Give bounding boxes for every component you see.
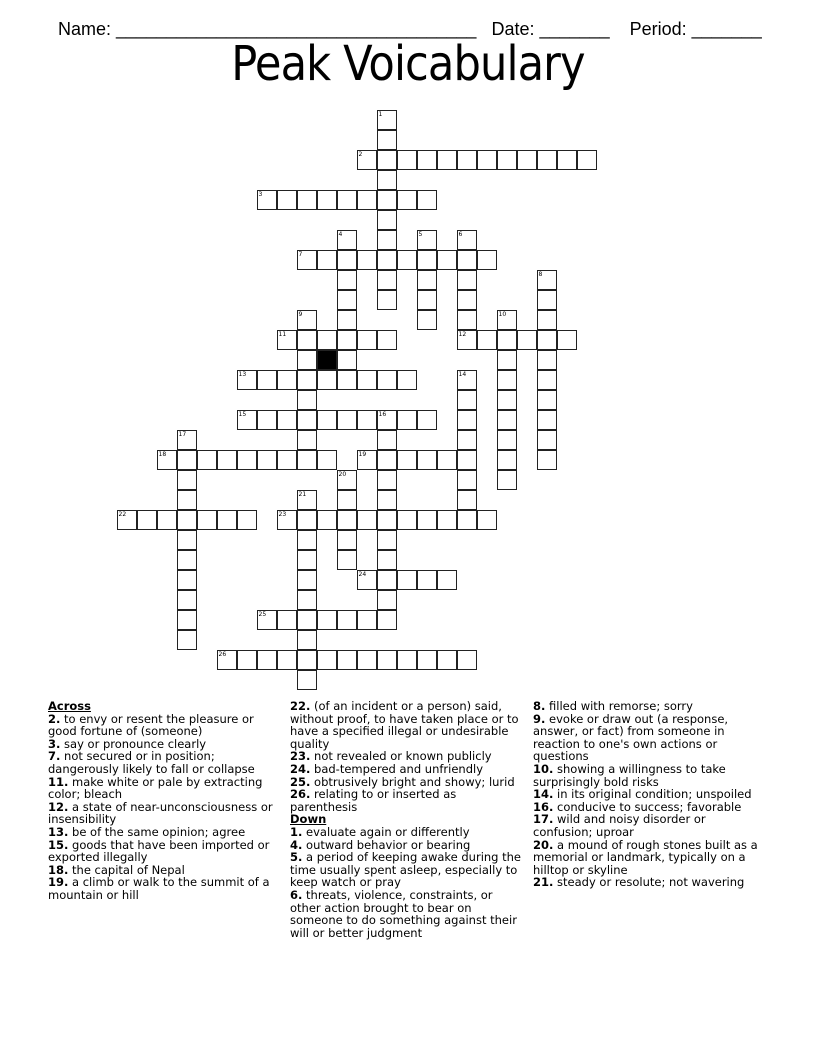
grid-cell[interactable] xyxy=(377,650,397,670)
clue-item: 23. not revealed or known publicly xyxy=(290,749,492,764)
grid-cell[interactable] xyxy=(457,230,477,250)
clue-number-label: 15. xyxy=(48,837,69,852)
clue-number-label: 26. xyxy=(290,787,311,802)
grid-cell[interactable] xyxy=(497,470,517,490)
clue-item: 14. in its original condition; unspoiled xyxy=(533,787,752,802)
grid-cell[interactable] xyxy=(177,450,197,470)
grid-cell[interactable] xyxy=(557,150,577,170)
grid-cell[interactable] xyxy=(477,250,497,270)
clue-number-label: 11. xyxy=(48,774,69,789)
grid-cell[interactable] xyxy=(297,510,317,530)
grid-cell[interactable] xyxy=(297,410,317,430)
grid-cell[interactable] xyxy=(297,190,317,210)
grid-cell[interactable] xyxy=(297,530,317,550)
grid-cell[interactable] xyxy=(357,370,377,390)
grid-cell[interactable] xyxy=(337,550,357,570)
grid-cell[interactable] xyxy=(237,650,257,670)
grid-cell[interactable] xyxy=(277,610,297,630)
name-label: Name: xyxy=(58,19,112,39)
clue-number-label: 17. xyxy=(533,812,554,827)
grid-cell[interactable] xyxy=(497,450,517,470)
grid-cell[interactable] xyxy=(477,330,497,350)
grid-cell[interactable] xyxy=(397,510,417,530)
clue-number-label: 20. xyxy=(533,837,554,852)
clue-number: 17 xyxy=(178,430,187,438)
grid-cell[interactable] xyxy=(157,450,177,470)
clue-number: 3 xyxy=(258,190,263,198)
grid-cell[interactable] xyxy=(137,510,157,530)
grid-cell[interactable] xyxy=(417,250,437,270)
grid-cell[interactable] xyxy=(297,430,317,450)
grid-cell[interactable] xyxy=(457,330,477,350)
clue-number-label: 5. xyxy=(290,850,303,865)
grid-cell[interactable] xyxy=(237,450,257,470)
grid-cell[interactable] xyxy=(417,290,437,310)
grid-cell[interactable] xyxy=(377,110,397,130)
grid-cell[interactable] xyxy=(257,370,277,390)
grid-cell[interactable] xyxy=(337,190,357,210)
clue-number-label: 3. xyxy=(48,736,61,751)
clues-column-2 xyxy=(290,700,526,939)
clue-item: 20. a mound of rough stones built as a memorial or landmark, typically on a hilltop or skyline xyxy=(533,837,758,877)
clue-number: 20 xyxy=(338,470,347,478)
clue-number-label: 25. xyxy=(290,774,311,789)
grid-cell[interactable] xyxy=(337,330,357,350)
grid-cell[interactable] xyxy=(257,450,277,470)
grid-cell[interactable] xyxy=(297,610,317,630)
across-heading: Across xyxy=(48,699,91,713)
clue-number-label: 22. xyxy=(290,699,311,713)
grid-cell[interactable] xyxy=(517,150,537,170)
grid-cell[interactable] xyxy=(297,550,317,570)
grid-cell[interactable] xyxy=(537,410,557,430)
grid-cell[interactable] xyxy=(537,310,557,330)
clue-item: 3. say or pronounce clearly xyxy=(48,736,207,751)
grid-cell[interactable] xyxy=(177,490,197,510)
grid-cell[interactable] xyxy=(457,490,477,510)
grid-cell[interactable] xyxy=(537,370,557,390)
clue-number: 5 xyxy=(418,230,423,238)
grid-cell[interactable] xyxy=(177,510,197,530)
grid-cell[interactable] xyxy=(457,430,477,450)
period-label: Period: xyxy=(629,19,687,39)
grid-cell[interactable] xyxy=(537,390,557,410)
grid-cell[interactable] xyxy=(417,650,437,670)
grid-cell[interactable] xyxy=(197,450,217,470)
grid-cell[interactable] xyxy=(497,310,517,330)
grid-cell[interactable] xyxy=(497,430,517,450)
grid-cell[interactable] xyxy=(357,650,377,670)
grid-cell[interactable] xyxy=(357,610,377,630)
grid-cell[interactable] xyxy=(537,150,557,170)
grid-cell[interactable] xyxy=(557,330,577,350)
grid-cell[interactable] xyxy=(337,370,357,390)
grid-cell[interactable] xyxy=(297,310,317,330)
grid-cell[interactable] xyxy=(377,230,397,250)
grid-cell[interactable] xyxy=(217,510,237,530)
clue-item: 5. a period of keeping awake during the time usually spent asleep, especially to keep watch or pray xyxy=(290,850,522,890)
grid-cell[interactable] xyxy=(537,330,557,350)
grid-cell[interactable] xyxy=(437,450,457,470)
clue-number-label: 24. xyxy=(290,761,311,776)
grid-cell[interactable] xyxy=(457,650,477,670)
clue-number: 22 xyxy=(118,510,127,518)
clue-number: 1 xyxy=(378,110,383,118)
grid-cell[interactable] xyxy=(457,310,477,330)
grid-cell[interactable] xyxy=(377,470,397,490)
down-clue-list-continued xyxy=(533,700,765,889)
grid-cell[interactable] xyxy=(577,150,597,170)
grid-cell[interactable] xyxy=(537,350,557,370)
grid-cell[interactable] xyxy=(337,290,357,310)
clue-number-label: 12. xyxy=(48,799,69,814)
clue-item: 2. to envy or resent the pleasure or good fortune of (someone) xyxy=(48,711,254,739)
grid-cell[interactable] xyxy=(437,150,457,170)
across-clue-list xyxy=(48,713,276,902)
grid-cell[interactable] xyxy=(397,250,417,270)
clue-number-label: 21. xyxy=(533,875,554,890)
grid-cell[interactable] xyxy=(457,290,477,310)
grid-cell[interactable] xyxy=(397,450,417,470)
clue-number: 9 xyxy=(298,310,303,318)
grid-cell[interactable] xyxy=(177,470,197,490)
grid-cell[interactable] xyxy=(337,470,357,490)
grid-cell[interactable] xyxy=(457,390,477,410)
grid-cell[interactable] xyxy=(437,650,457,670)
clue-item: 9. evoke or draw out (a response, answer, or fact) from someone in reaction to one's own actions or questions xyxy=(533,711,729,764)
grid-cell[interactable] xyxy=(317,250,337,270)
grid-cell[interactable] xyxy=(257,190,277,210)
grid-cell[interactable] xyxy=(177,630,197,650)
clue-item: 25. obtrusively bright and showy; lurid xyxy=(290,774,515,789)
date-label: Date: xyxy=(491,19,535,39)
grid-cell[interactable] xyxy=(317,190,337,210)
grid-cell[interactable] xyxy=(357,330,377,350)
grid-cell[interactable] xyxy=(337,490,357,510)
grid-cell[interactable] xyxy=(377,210,397,230)
clue-number: 8 xyxy=(538,270,543,278)
clue-number-label: 4. xyxy=(290,837,303,852)
down-clue-list xyxy=(290,826,526,939)
grid-cell[interactable] xyxy=(377,550,397,570)
grid-cell[interactable] xyxy=(217,450,237,470)
clue-item: 4. outward behavior or bearing xyxy=(290,837,471,852)
grid-cell[interactable] xyxy=(457,470,477,490)
grid-cell[interactable] xyxy=(317,510,337,530)
grid-cell[interactable] xyxy=(377,450,397,470)
grid-cell[interactable] xyxy=(277,410,297,430)
grid-cell[interactable] xyxy=(397,190,417,210)
grid-cell[interactable] xyxy=(417,570,437,590)
grid-cell[interactable] xyxy=(357,250,377,270)
grid-cell[interactable] xyxy=(517,330,537,350)
grid-cell[interactable] xyxy=(417,410,437,430)
clue-item: 1. evaluate again or differently xyxy=(290,824,470,839)
grid-cell[interactable] xyxy=(157,510,177,530)
clue-item: 7. not secured or in position; dangerously likely to fall or collapse xyxy=(48,749,255,776)
grid-cell[interactable] xyxy=(297,570,317,590)
date-field[interactable]: _______ xyxy=(539,19,610,39)
grid-cell[interactable] xyxy=(297,490,317,510)
grid-cell[interactable] xyxy=(257,610,277,630)
clue-item: 24. bad-tempered and unfriendly xyxy=(290,761,483,776)
grid-cell[interactable] xyxy=(337,510,357,530)
grid-cell[interactable] xyxy=(337,230,357,250)
clue-number: 26 xyxy=(218,650,227,658)
clue-item: 26. relating to or inserted as parenthesis xyxy=(290,787,457,814)
clue-number-label: 18. xyxy=(48,862,69,877)
grid-cell[interactable] xyxy=(197,510,217,530)
clue-item: 21. steady or resolute; not wavering xyxy=(533,875,745,890)
grid-cell[interactable] xyxy=(277,450,297,470)
grid-cell[interactable] xyxy=(397,570,417,590)
grid-cell[interactable] xyxy=(477,510,497,530)
grid-cell[interactable] xyxy=(437,510,457,530)
clue-number: 23 xyxy=(278,510,287,518)
grid-cell[interactable] xyxy=(377,410,397,430)
clue-number-label: 7. xyxy=(48,749,61,764)
grid-cell[interactable] xyxy=(297,350,317,370)
grid-cell[interactable] xyxy=(377,610,397,630)
clue-item: 8. filled with remorse; sorry xyxy=(533,699,693,713)
grid-cell[interactable] xyxy=(417,450,437,470)
grid-cell[interactable] xyxy=(497,330,517,350)
grid-cell[interactable] xyxy=(277,370,297,390)
grid-cell[interactable] xyxy=(457,150,477,170)
grid-cell[interactable] xyxy=(237,370,257,390)
clue-number: 12 xyxy=(458,330,467,338)
grid-cell[interactable] xyxy=(297,590,317,610)
grid-cell[interactable] xyxy=(117,510,137,530)
grid-cell[interactable] xyxy=(357,450,377,470)
grid-cell[interactable] xyxy=(317,410,337,430)
name-field[interactable]: ____________________________________ xyxy=(116,19,477,39)
grid-cell[interactable] xyxy=(377,130,397,150)
clue-number: 21 xyxy=(298,490,307,498)
grid-cell[interactable] xyxy=(397,150,417,170)
grid-cell[interactable] xyxy=(497,350,517,370)
clue-number-label: 6. xyxy=(290,887,303,902)
grid-cell[interactable] xyxy=(177,430,197,450)
across-clue-list-continued xyxy=(290,700,526,813)
grid-cell[interactable] xyxy=(277,510,297,530)
clue-number: 16 xyxy=(378,410,387,418)
grid-cell[interactable] xyxy=(317,330,337,350)
grid-cell[interactable] xyxy=(377,290,397,310)
grid-cell[interactable] xyxy=(457,450,477,470)
clue-item: 15. goods that have been imported or exported illegally xyxy=(48,837,270,865)
clue-number-label: 8. xyxy=(533,699,546,713)
grid-cell[interactable] xyxy=(337,650,357,670)
grid-cell[interactable] xyxy=(297,390,317,410)
clue-number: 2 xyxy=(358,150,363,158)
clue-number: 13 xyxy=(238,370,247,378)
grid-cell[interactable] xyxy=(297,630,317,650)
grid-cell[interactable] xyxy=(357,150,377,170)
grid-cell[interactable] xyxy=(377,530,397,550)
grid-cell[interactable] xyxy=(397,650,417,670)
grid-cell[interactable] xyxy=(337,530,357,550)
clue-item: 11. make white or pale by extracting color; bleach xyxy=(48,774,263,802)
grid-cell[interactable] xyxy=(377,270,397,290)
grid-cell[interactable] xyxy=(357,190,377,210)
grid-cell[interactable] xyxy=(377,190,397,210)
down-heading: Down xyxy=(290,812,327,827)
clue-number-label: 16. xyxy=(533,799,554,814)
clue-number-label: 14. xyxy=(533,787,554,802)
grid-cell[interactable] xyxy=(397,410,417,430)
clue-number-label: 19. xyxy=(48,875,69,890)
grid-cell[interactable] xyxy=(417,150,437,170)
grid-cell[interactable] xyxy=(457,250,477,270)
grid-cell[interactable] xyxy=(377,150,397,170)
clue-item: 16. conducive to success; favorable xyxy=(533,799,742,814)
clue-number-label: 2. xyxy=(48,711,61,726)
grid-cell[interactable] xyxy=(237,410,257,430)
grid-cell[interactable] xyxy=(217,650,237,670)
clue-number: 14 xyxy=(458,370,467,378)
grid-cell[interactable] xyxy=(297,330,317,350)
clue-number-label: 1. xyxy=(290,824,303,839)
grid-cell[interactable] xyxy=(257,650,277,670)
grid-cell[interactable] xyxy=(457,510,477,530)
grid-cell[interactable] xyxy=(377,490,397,510)
grid-cell[interactable] xyxy=(357,510,377,530)
grid-cell[interactable] xyxy=(177,570,197,590)
clue-number: 24 xyxy=(358,570,367,578)
grid-cell[interactable] xyxy=(177,610,197,630)
grid-cell[interactable] xyxy=(537,430,557,450)
grid-cell[interactable] xyxy=(337,310,357,330)
grid-cell[interactable] xyxy=(297,370,317,390)
clue-number: 4 xyxy=(338,230,343,238)
grid-cell[interactable] xyxy=(337,270,357,290)
grid-cell[interactable] xyxy=(177,590,197,610)
grid-cell[interactable] xyxy=(297,450,317,470)
grid-cell[interactable] xyxy=(277,330,297,350)
clues-column-3 xyxy=(533,700,765,889)
grid-cell[interactable] xyxy=(537,270,557,290)
grid-cell[interactable] xyxy=(457,410,477,430)
page-title: Peak Voicabulary xyxy=(231,36,585,92)
clue-number: 10 xyxy=(498,310,507,318)
grid-cell[interactable] xyxy=(437,250,457,270)
clue-number: 11 xyxy=(278,330,287,338)
grid-cell[interactable] xyxy=(497,410,517,430)
grid-cell[interactable] xyxy=(417,230,437,250)
grid-cell[interactable] xyxy=(177,530,197,550)
grid-cell[interactable] xyxy=(317,450,337,470)
grid-cell[interactable] xyxy=(337,410,357,430)
grid-cell[interactable] xyxy=(357,410,377,430)
grid-cell[interactable] xyxy=(297,250,317,270)
grid-cell[interactable] xyxy=(377,330,397,350)
clue-item: 6. threats, violence, constraints, or other action brought to bear on someone to do something against their will or better judgment xyxy=(290,887,517,940)
grid-cell[interactable] xyxy=(177,550,197,570)
grid-cell[interactable] xyxy=(337,350,357,370)
clue-item: 17. wild and noisy disorder or confusion; uproar xyxy=(533,812,706,839)
grid-cell[interactable] xyxy=(437,570,457,590)
grid-cell[interactable] xyxy=(497,150,517,170)
clue-number-label: 13. xyxy=(48,824,69,839)
grid-cell[interactable] xyxy=(377,570,397,590)
grid-cell[interactable] xyxy=(337,610,357,630)
clue-item: 19. a climb or walk to the summit of a mountain or hill xyxy=(48,875,270,902)
grid-cell[interactable] xyxy=(377,430,397,450)
grid-cell[interactable] xyxy=(417,510,437,530)
grid-cell[interactable] xyxy=(537,290,557,310)
grid-cell[interactable] xyxy=(457,370,477,390)
grid-cell[interactable] xyxy=(397,370,417,390)
clue-number-label: 9. xyxy=(533,711,546,726)
grid-cell[interactable] xyxy=(537,450,557,470)
grid-cell[interactable] xyxy=(277,190,297,210)
clue-item: 18. the capital of Nepal xyxy=(48,862,185,877)
clues-column-1 xyxy=(48,700,276,902)
grid-cell[interactable] xyxy=(417,310,437,330)
grid-cell[interactable] xyxy=(337,250,357,270)
grid-cell[interactable] xyxy=(317,370,337,390)
grid-cell[interactable] xyxy=(497,370,517,390)
clue-number: 19 xyxy=(358,450,367,458)
grid-cell[interactable] xyxy=(497,390,517,410)
clue-number: 7 xyxy=(298,250,303,258)
grid-cell[interactable] xyxy=(477,150,497,170)
clue-number: 6 xyxy=(458,230,463,238)
clue-number-label: 23. xyxy=(290,749,311,764)
grid-cell[interactable] xyxy=(377,590,397,610)
clue-item: 10. showing a willingness to take surprisingly bold risks xyxy=(533,761,726,789)
grid-cell[interactable] xyxy=(237,510,257,530)
clue-item: 13. be of the same opinion; agree xyxy=(48,824,246,839)
black-cell xyxy=(317,350,337,370)
grid-cell[interactable] xyxy=(377,510,397,530)
grid-cell[interactable] xyxy=(417,270,437,290)
grid-cell[interactable] xyxy=(377,250,397,270)
grid-cell[interactable] xyxy=(457,270,477,290)
grid-cell[interactable] xyxy=(317,610,337,630)
clue-item: 12. a state of near-unconsciousness or insensibility xyxy=(48,799,273,827)
grid-cell[interactable] xyxy=(377,170,397,190)
clue-number: 15 xyxy=(238,410,247,418)
grid-cell[interactable] xyxy=(417,190,437,210)
clue-number: 25 xyxy=(258,610,267,618)
period-field[interactable]: _______ xyxy=(691,19,762,39)
clue-number-label: 10. xyxy=(533,761,554,776)
grid-cell[interactable] xyxy=(257,410,277,430)
grid-cell[interactable] xyxy=(297,670,317,690)
grid-cell[interactable] xyxy=(317,650,337,670)
grid-cell[interactable] xyxy=(377,370,397,390)
clue-item: 22. (of an incident or a person) said, without proof, to have taken place or to have a specified illegal or undesirable quality xyxy=(290,699,519,751)
grid-cell[interactable] xyxy=(297,650,317,670)
grid-cell[interactable] xyxy=(357,570,377,590)
clue-number: 18 xyxy=(158,450,167,458)
grid-cell[interactable] xyxy=(277,650,297,670)
